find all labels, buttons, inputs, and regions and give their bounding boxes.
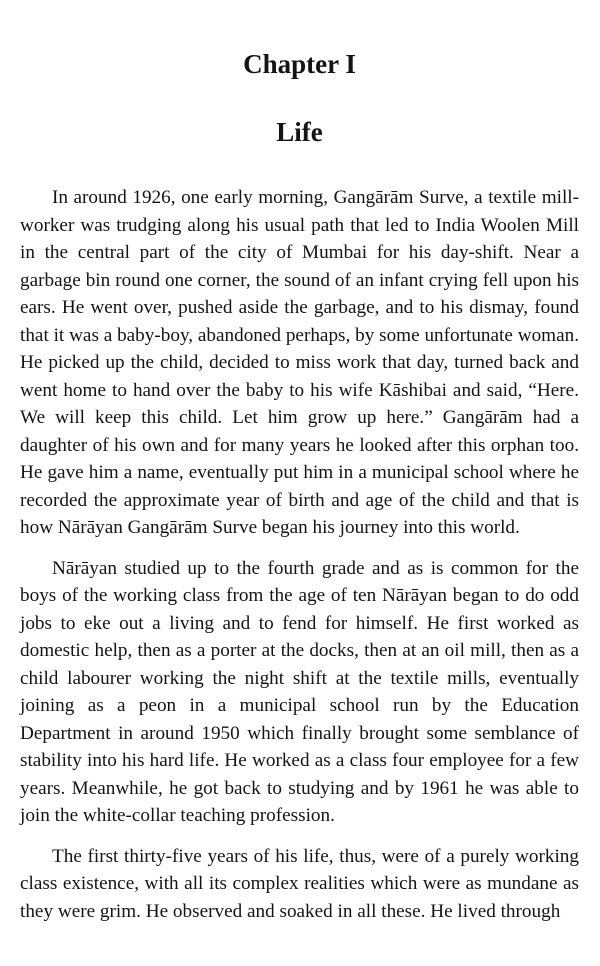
chapter-body [20,184,579,925]
paragraph-1: In around 1926, one early morning, Gangārām Surve, a textile mill-worker was trudging along his usual path that led to India Woolen Mill in the central part of the city of Mumbai for his day-shift. Near a garbage bin round one corner, the sound of an infant crying fell upon his ears. He went over, pushed aside the garbage, and to his dismay, found that it was a baby-boy, abandoned perhaps, by some unfortunate woman. He picked up the child, decided to miss work that day, turned back and went home to hand over the baby to his wife Kāshibai and said, “Here. We will keep this child. Let him grow up here.” Gangārām had a daughter of his own and for many years he looked after this orphan too. He gave him a name, eventually put him in a municipal school where he recorded the approximate year of birth and age of the child and that is how Nārāyan Gangārām Surve began his journey into this world. [20,187,579,538]
chapter-number: Chapter I [243,49,356,79]
chapter-title: Life [276,117,323,147]
paragraph-3: The first thirty-five years of his life, thus, were of a purely working class existence, with all its complex realities which were as mundane as they were grim. He observed and soaked in all these. He lived through [20,845,579,922]
paragraph-2: Nārāyan studied up to the fourth grade and as is common for the boys of the working class from the age of ten Nārāyan began to do odd jobs to eke out a living and to fend for himself. He first worked as domestic help, then as a porter at the docks, then at an oil mill, then as a child labourer working the night shift at the textile mills, eventually joining as a peon in a municipal school run by the Education Department in around 1950 which finally brought some semblance of stability into his hard life. He worked as a class four employee for a few years. Meanwhile, he got back to studying and by 1961 he was able to join the white-collar teaching profession. [20,557,579,826]
